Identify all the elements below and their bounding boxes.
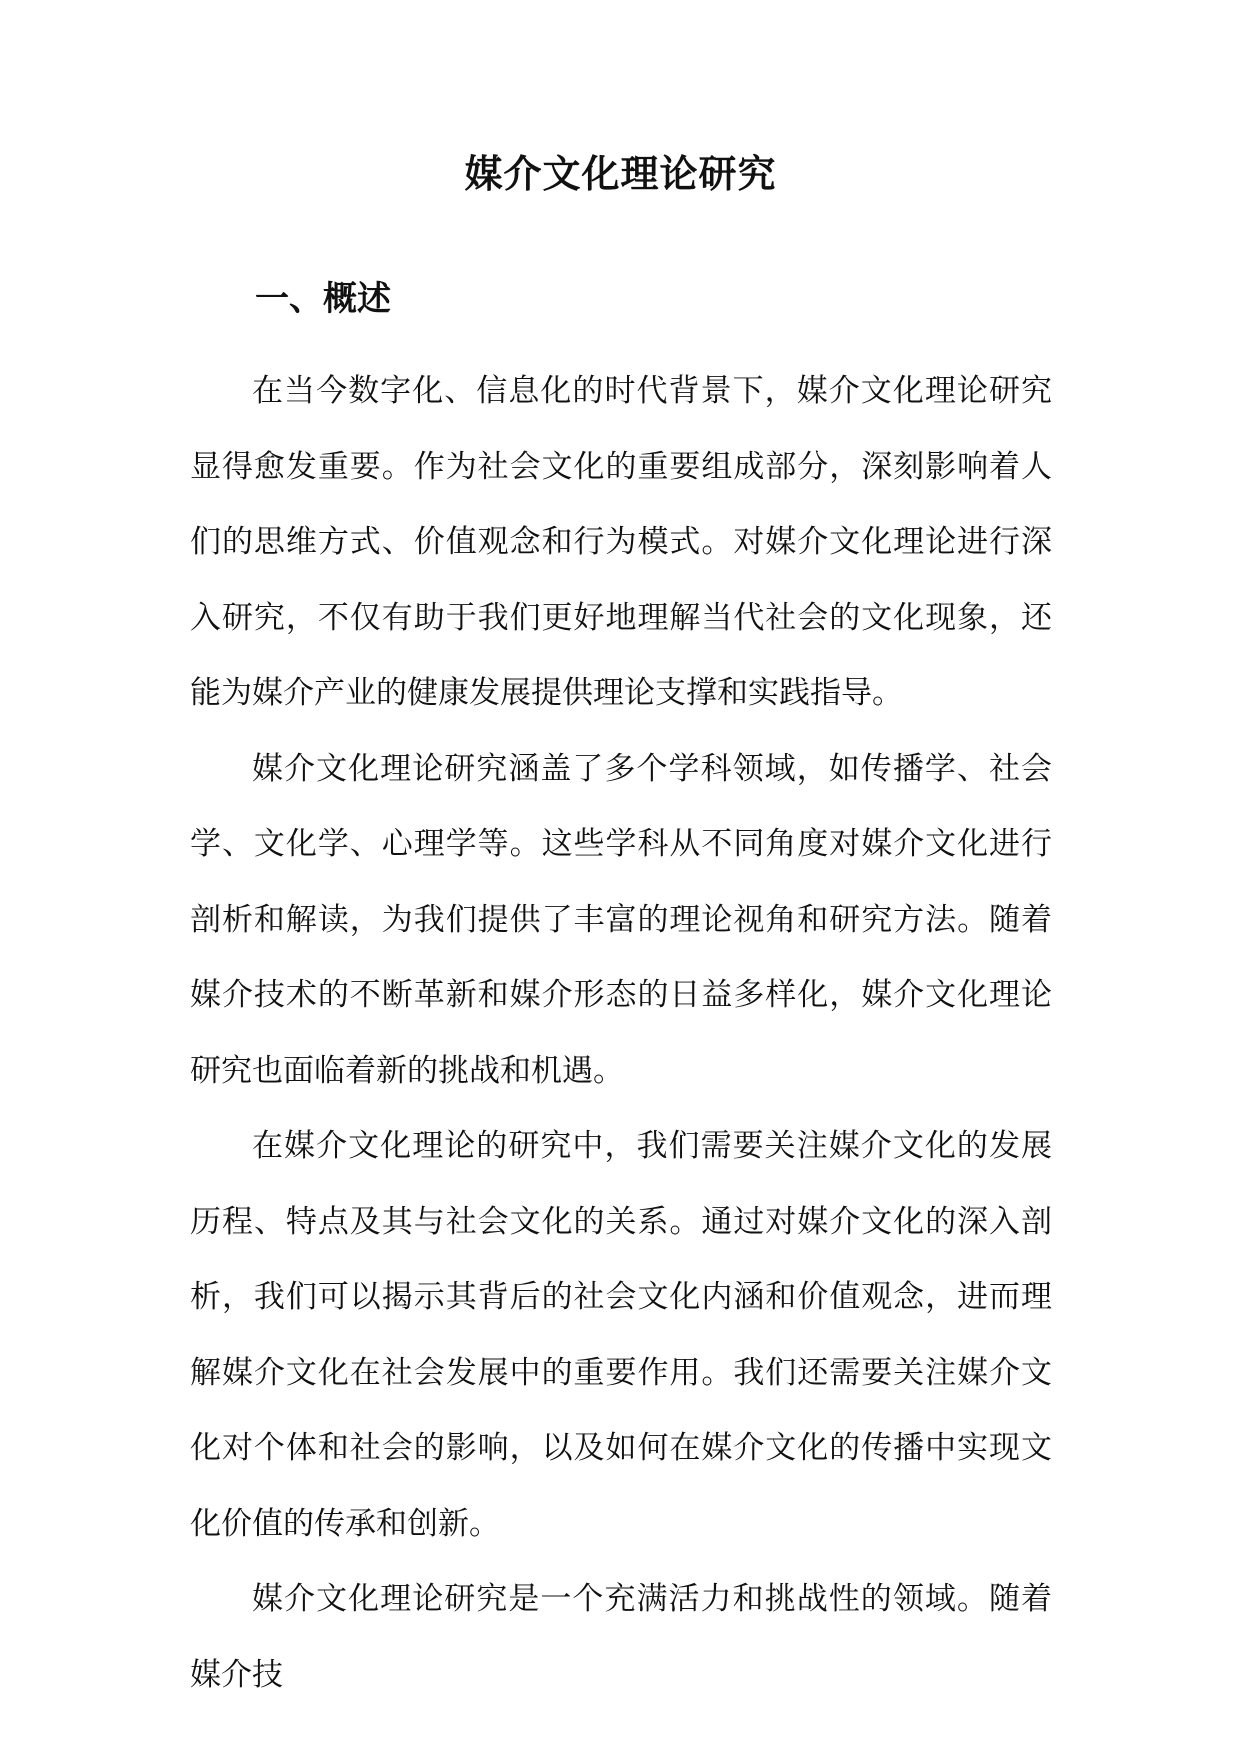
body-text: [190, 354, 1052, 1713]
paragraph: 媒介文化理论研究涵盖了多个学科领域，如传播学、社会学、文化学、心理学等。这些学科从不同角度对媒介文化进行剖析和解读，为我们提供了丰富的理论视角和研究方法。随着媒介技术的不断革新和媒介形态的日益多样化，媒介文化理论研究也面临着新的挑战和机遇。: [190, 750, 1052, 1089]
paragraph: 媒介文化理论研究是一个充满活力和挑战性的领域。随着媒介技: [190, 1581, 1052, 1693]
section-heading: 一、概述: [255, 279, 391, 319]
document-title: 媒介文化理论研究: [464, 151, 777, 196]
paragraph: 在媒介文化理论的研究中，我们需要关注媒介文化的发展历程、特点及其与社会文化的关系。通过对媒介文化的深入剖析，我们可以揭示其背后的社会文化内涵和价值观念，进而理解媒介文化在社会发展中的重要作用。我们还需要关注媒介文化对个体和社会的影响，以及如何在媒介文化的传播中实现文化价值的传承和创新。: [190, 1128, 1052, 1542]
paragraph: 在当今数字化、信息化的时代背景下，媒介文化理论研究显得愈发重要。作为社会文化的重要组成部分，深刻影响着人们的思维方式、价值观念和行为模式。对媒介文化理论进行深入研究，不仅有助于我们更好地理解当代社会的文化现象，还能为媒介产业的健康发展提供理论支撑和实践指导。: [190, 373, 1052, 711]
